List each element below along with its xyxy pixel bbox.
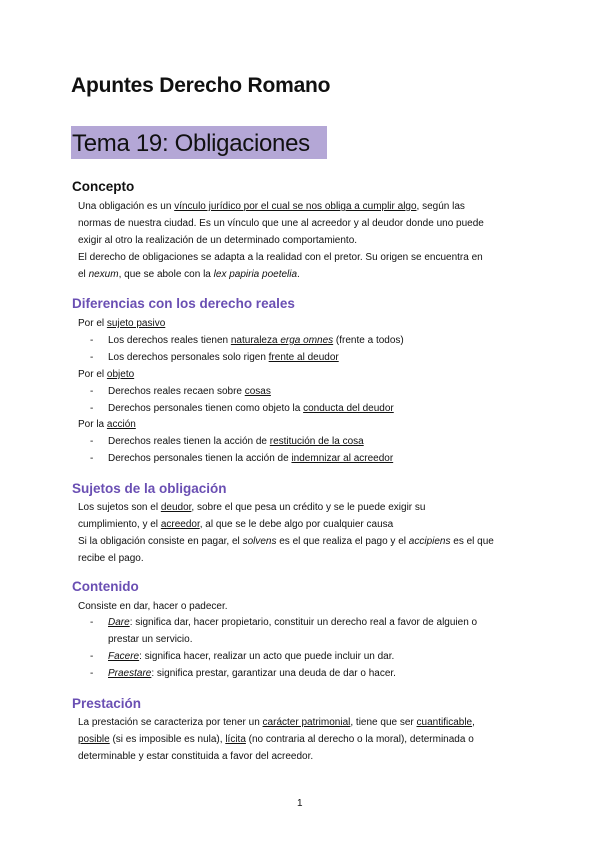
- heading-diferencias: Diferencias con los derecho reales: [72, 296, 295, 311]
- heading-concepto: Concepto: [72, 179, 135, 194]
- diferencias-group-accion: Por la acción: [78, 419, 136, 430]
- page-number: 1: [297, 798, 303, 809]
- prestacion-line-1: La prestación se caracteriza por tener un carácter patrimonial, tiene que ser cuantificable,: [78, 717, 475, 728]
- bullet-dash: -: [90, 436, 94, 447]
- bullet-dash: -: [90, 403, 94, 414]
- bullet-dash: -: [90, 617, 94, 628]
- contenido-bullet-facere: Facere: significa hacer, realizar un acto que puede incluir un dar.: [108, 651, 395, 662]
- diferencias-bullet-5: Derechos reales tienen la acción de restitución de la cosa: [108, 436, 364, 447]
- concepto-line-5: el nexum, que se abole con la lex papiria poetelia.: [78, 269, 300, 280]
- topic-title: Tema 19: Obligaciones: [72, 130, 310, 157]
- sujetos-line-1: Los sujetos son el deudor, sobre el que pesa un crédito y se le puede exigir su: [78, 502, 426, 513]
- diferencias-group-sujeto: Por el sujeto pasivo: [78, 318, 166, 329]
- heading-contenido: Contenido: [72, 579, 139, 594]
- diferencias-bullet-1: Los derechos reales tienen naturaleza erga omnes (frente a todos): [108, 335, 404, 346]
- concepto-line-3: exigir al otro la realización de un determinado comportamiento.: [78, 235, 358, 246]
- bullet-dash: -: [90, 335, 94, 346]
- sujetos-line-2: cumplimiento, y el acreedor, al que se le debe algo por cualquier causa: [78, 519, 394, 530]
- heading-sujetos: Sujetos de la obligación: [72, 481, 227, 496]
- diferencias-group-objeto: Por el objeto: [78, 369, 135, 380]
- diferencias-bullet-6: Derechos personales tienen la acción de indemnizar al acreedor: [108, 453, 394, 464]
- concepto-line-2: normas de nuestra ciudad. Es un vínculo que une al acreedor y al deudor donde uno puede: [78, 218, 484, 229]
- bullet-dash: -: [90, 352, 94, 363]
- contenido-bullet-praestare: Praestare: significa prestar, garantizar una deuda de dar o hacer.: [108, 668, 396, 679]
- sujetos-line-4: recibe el pago.: [78, 553, 144, 564]
- concepto-line-4: El derecho de obligaciones se adapta a la realidad con el pretor. Su origen se encuentra en: [78, 252, 483, 263]
- contenido-bullet-dare: Dare: significa dar, hacer propietario, constituir un derecho real a favor de alguien o: [108, 617, 478, 628]
- contenido-line-1: Consiste en dar, hacer o padecer.: [78, 601, 228, 612]
- prestacion-line-3: determinable y estar constituida a favor del acreedor.: [78, 751, 314, 762]
- sujetos-line-3: Si la obligación consiste en pagar, el solvens es el que realiza el pago y el accipiens es el que: [78, 536, 494, 547]
- bullet-dash: -: [90, 668, 94, 679]
- concepto-line-1: Una obligación es un vínculo jurídico por el cual se nos obliga a cumplir algo, según las: [78, 201, 465, 212]
- diferencias-bullet-4: Derechos personales tienen como objeto la conducta del deudor: [108, 403, 394, 414]
- diferencias-bullet-3: Derechos reales recaen sobre cosas: [108, 386, 271, 397]
- contenido-bullet-dare-cont: prestar un servicio.: [108, 634, 193, 645]
- document-title: Apuntes Derecho Romano: [71, 74, 331, 97]
- diferencias-bullet-2: Los derechos personales solo rigen frente al deudor: [108, 352, 339, 363]
- heading-prestacion: Prestación: [72, 696, 142, 711]
- bullet-dash: -: [90, 386, 94, 397]
- bullet-dash: -: [90, 453, 94, 464]
- bullet-dash: -: [90, 651, 94, 662]
- prestacion-line-2: posible (si es imposible es nula), lícita (no contraria al derecho o la moral), determinada o: [78, 734, 474, 745]
